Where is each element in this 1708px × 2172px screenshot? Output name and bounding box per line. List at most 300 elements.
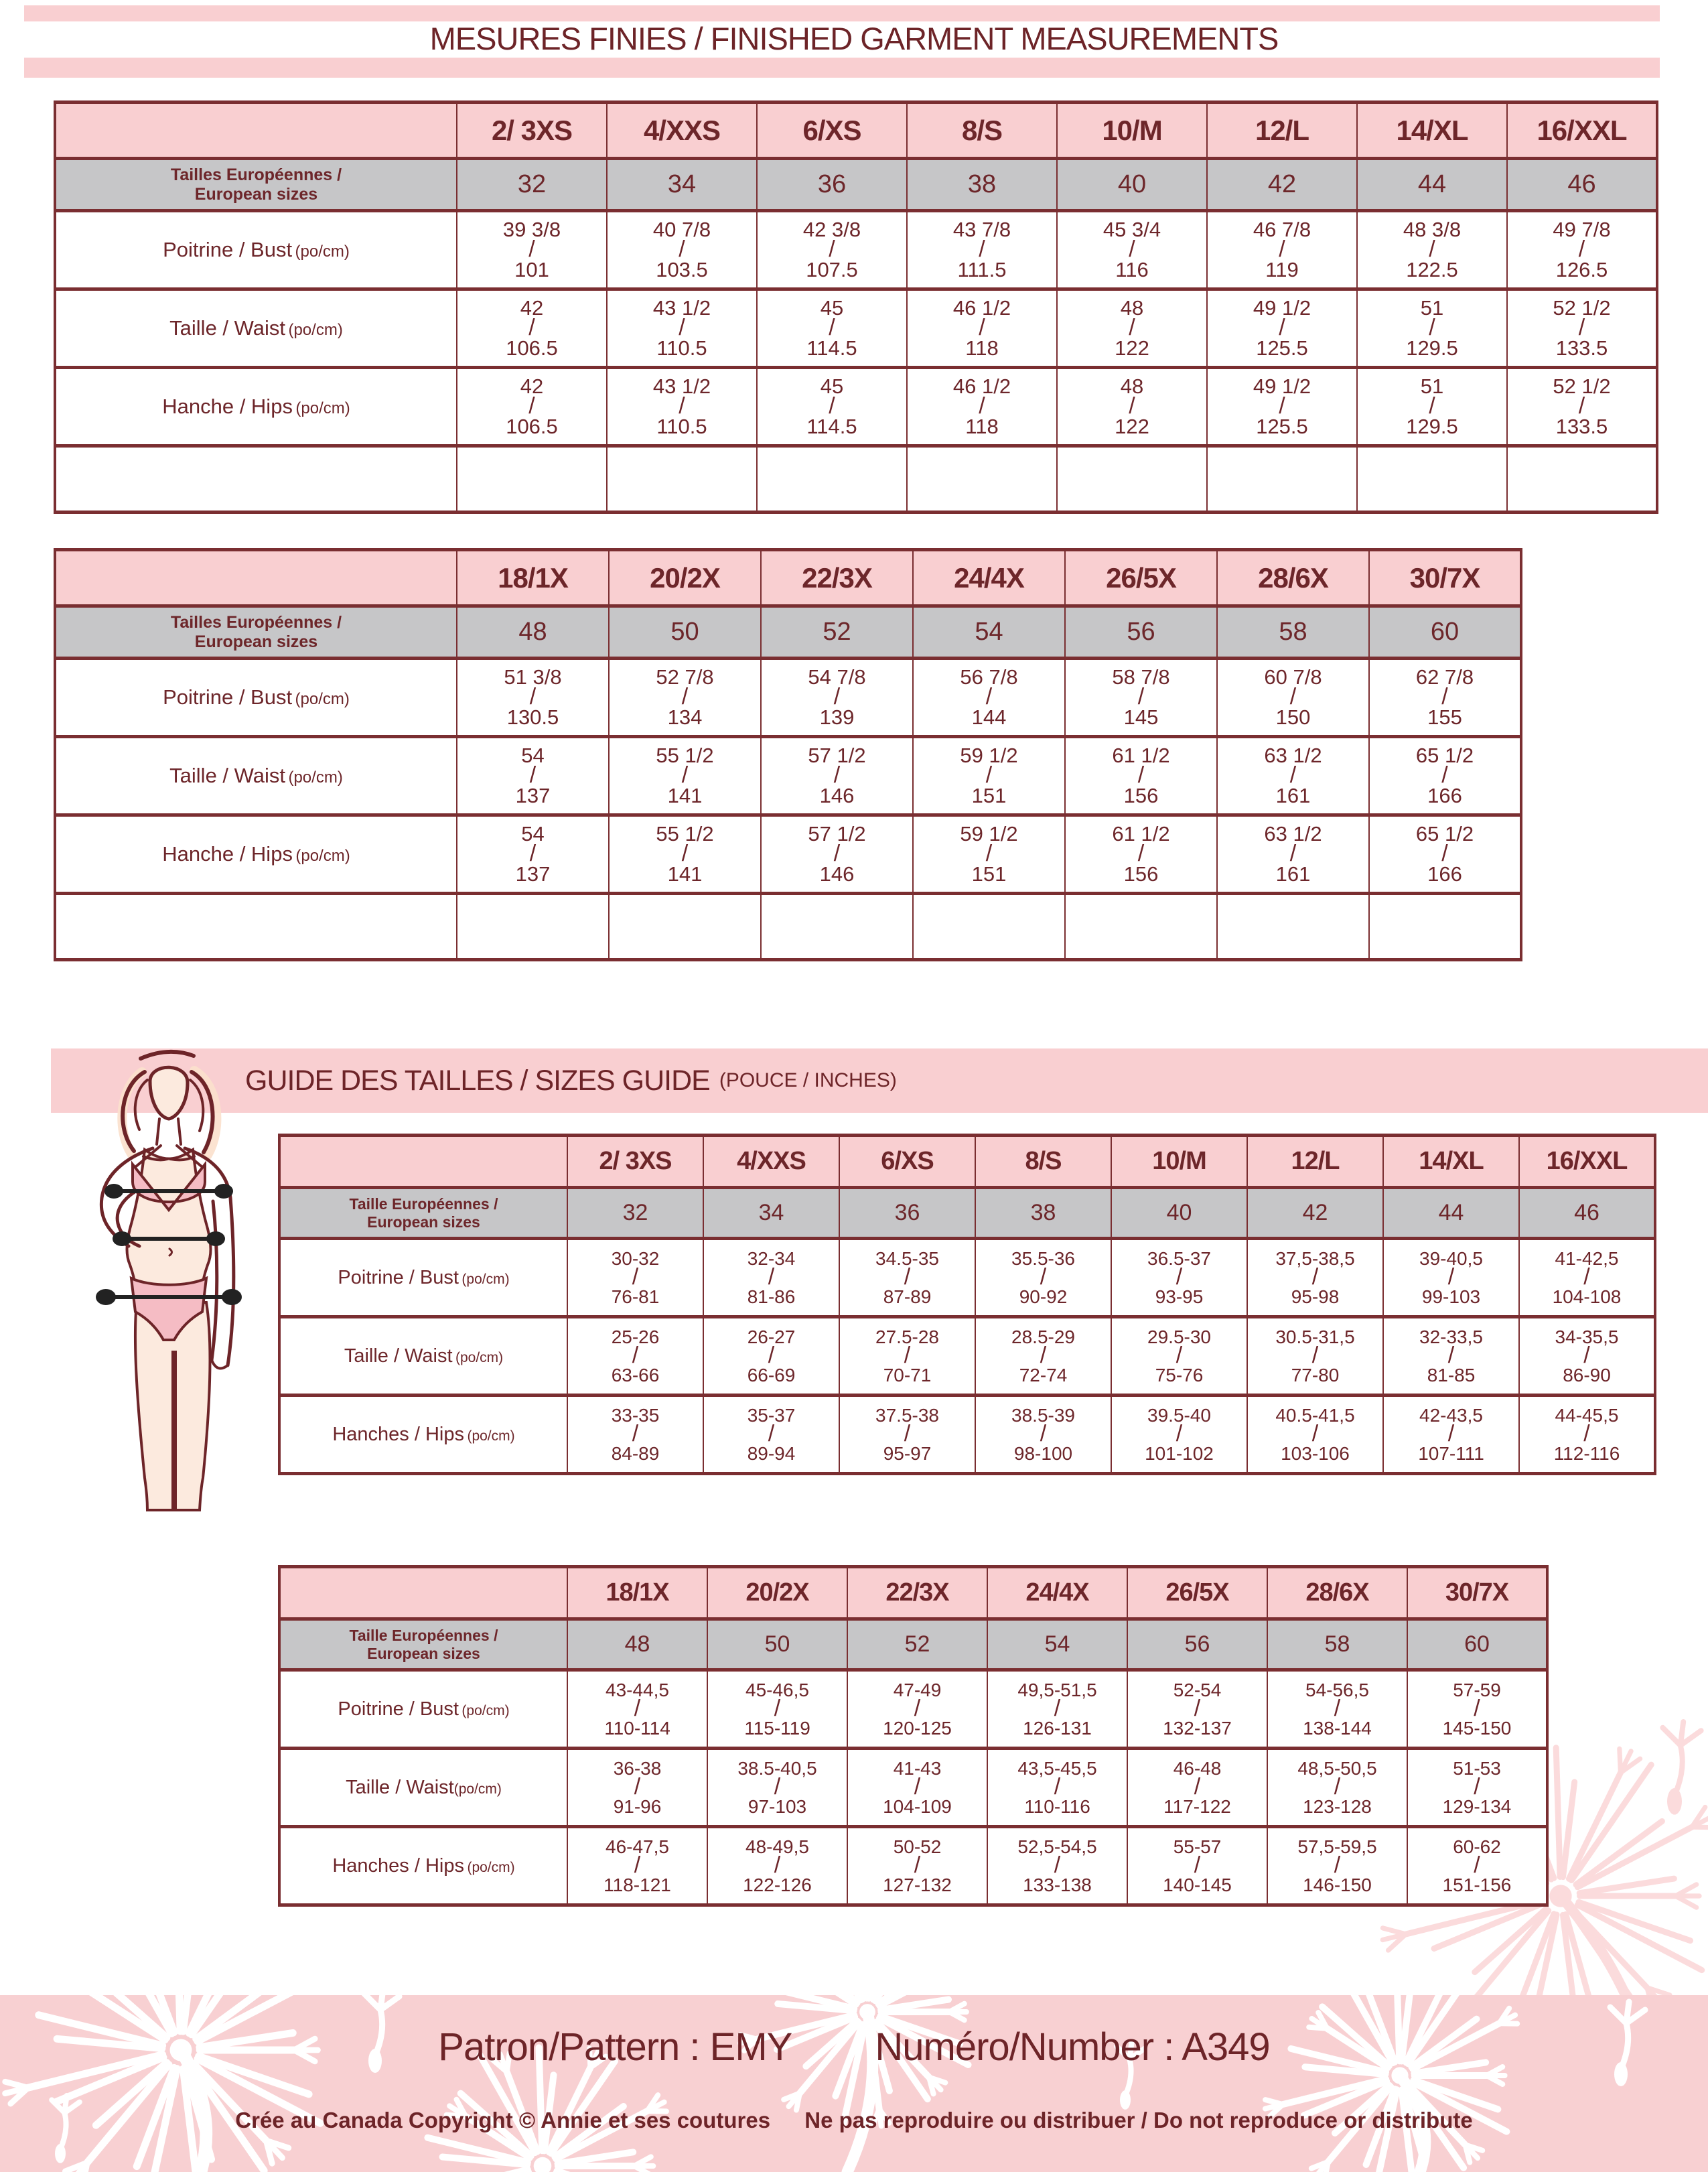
measurement-value xyxy=(457,219,606,281)
inches-value: 34-35,5 xyxy=(1555,1327,1619,1348)
size-column-header: 4/XXS xyxy=(703,1136,839,1188)
cm-value: 117-122 xyxy=(1163,1795,1231,1817)
empty-row xyxy=(55,894,1521,960)
cm-value: 141 xyxy=(667,862,703,886)
title-underline-bar xyxy=(24,58,1660,78)
cm-value: 114.5 xyxy=(806,414,857,438)
slash-divider: / xyxy=(1334,1852,1341,1879)
slash-divider: / xyxy=(634,1696,641,1722)
inches-value: 55-57 xyxy=(1173,1836,1222,1858)
measurement-value xyxy=(1218,823,1368,885)
cm-value: 123-128 xyxy=(1303,1795,1372,1817)
measurement-value xyxy=(988,1680,1127,1738)
inches-value: 46 1/2 xyxy=(952,295,1011,320)
cm-value: 103-106 xyxy=(1281,1442,1350,1464)
measurement-value xyxy=(840,1406,975,1463)
inches-value: 37.5-38 xyxy=(875,1405,939,1426)
measurement-name: Taille / Waist xyxy=(169,316,286,340)
size-column-header: 20/2X xyxy=(609,550,761,606)
measurement-value xyxy=(608,376,756,437)
cm-value: 156 xyxy=(1123,783,1159,807)
measurement-value-cell xyxy=(847,1749,987,1827)
measurement-value-cell xyxy=(907,211,1057,289)
measurement-value xyxy=(1268,1680,1407,1738)
measurement-value-cell xyxy=(567,1317,703,1396)
empty-value-cell xyxy=(761,894,913,960)
measurement-value xyxy=(568,1406,703,1463)
sizes-guide-subtitle: (POUCE / INCHES) xyxy=(719,1069,897,1091)
inches-value: 56 7/8 xyxy=(960,665,1018,689)
measurement-value-cell xyxy=(1057,289,1207,368)
size-column-header: 10/M xyxy=(1111,1136,1247,1188)
measurement-value-cell xyxy=(757,289,907,368)
inches-value: 43-44,5 xyxy=(606,1680,669,1701)
measurement-value xyxy=(457,823,608,885)
slash-divider: / xyxy=(829,393,835,419)
size-column-header: 22/3X xyxy=(847,1567,987,1619)
slash-divider: / xyxy=(833,684,841,710)
finished-small-sizes xyxy=(54,100,1658,514)
size-column-header: 30/7X xyxy=(1407,1567,1547,1619)
inches-value: 50-52 xyxy=(893,1836,942,1858)
measurement-value-cell xyxy=(975,1396,1111,1474)
slash-divider: / xyxy=(1447,1264,1455,1290)
slash-divider: / xyxy=(914,1774,921,1800)
slash-divider: / xyxy=(1429,236,1435,263)
inches-value: 52 1/2 xyxy=(1553,374,1611,398)
cm-value: 118 xyxy=(965,414,999,438)
size-column-header: 26/5X xyxy=(1065,550,1217,606)
slash-divider: / xyxy=(1429,315,1435,341)
slash-divider: / xyxy=(1176,1264,1183,1290)
inches-value: 44-45,5 xyxy=(1555,1405,1619,1426)
cm-value: 125.5 xyxy=(1256,336,1308,360)
measurement-value-cell xyxy=(1127,1827,1267,1905)
measurement-value-cell xyxy=(703,1317,839,1396)
size-column-header: 8/S xyxy=(975,1136,1111,1188)
european-size-value: 54 xyxy=(987,1619,1127,1670)
measurement-value xyxy=(1248,1327,1382,1385)
slash-divider: / xyxy=(979,315,985,341)
measurement-row xyxy=(279,1827,1547,1905)
inches-value: 49,5-51,5 xyxy=(1017,1680,1097,1701)
measurement-value xyxy=(568,1249,703,1306)
measurement-value xyxy=(1208,376,1356,437)
slash-divider: / xyxy=(528,315,535,341)
size-header-row xyxy=(279,1567,1547,1619)
guide-plus-sizes xyxy=(278,1565,1549,1907)
slash-divider: / xyxy=(1040,1421,1047,1447)
measurement-value-cell xyxy=(1207,211,1357,289)
measurement-value-cell xyxy=(707,1670,847,1749)
measurement-name: Hanche / Hips xyxy=(162,395,293,418)
inches-value: 36-38 xyxy=(613,1758,662,1779)
inches-value: 43 7/8 xyxy=(952,217,1011,241)
size-column-header: 4/XXS xyxy=(607,103,757,159)
inches-value: 38.5-40,5 xyxy=(737,1758,817,1779)
measurement-value-cell xyxy=(839,1396,975,1474)
european-sizes-label xyxy=(279,1188,567,1239)
measurement-name: Poitrine / Bust xyxy=(338,1266,459,1288)
cm-value: 63-66 xyxy=(611,1364,660,1385)
cm-value: 81-85 xyxy=(1427,1364,1476,1385)
inches-value: 60-62 xyxy=(1453,1836,1501,1858)
measurement-value xyxy=(1058,297,1206,359)
measurement-value-cell xyxy=(1111,1396,1247,1474)
slash-divider: / xyxy=(1129,393,1135,419)
slash-divider: / xyxy=(985,684,993,710)
inches-value: 26-27 xyxy=(747,1327,796,1348)
measurement-value xyxy=(976,1327,1111,1385)
empty-value-cell xyxy=(1207,446,1357,513)
inches-value: 51 3/8 xyxy=(504,665,562,689)
slash-divider: / xyxy=(1176,1343,1183,1369)
inches-value: 57,5-59,5 xyxy=(1297,1836,1377,1858)
measurement-value xyxy=(914,823,1064,885)
slash-divider: / xyxy=(1194,1774,1201,1800)
copyright-notice xyxy=(0,2108,1708,2133)
measurement-value-cell xyxy=(1519,1239,1655,1317)
slash-divider: / xyxy=(528,236,535,263)
inches-value: 61 1/2 xyxy=(1112,821,1170,845)
inches-value: 29.5-30 xyxy=(1147,1327,1211,1348)
empty-value-cell xyxy=(1357,446,1507,513)
size-column-header: 18/1X xyxy=(567,1567,707,1619)
corner-cell xyxy=(55,550,457,606)
measurement-row-label xyxy=(55,737,457,815)
dandelion-decoration xyxy=(5,1995,334,2172)
cm-value: 77-80 xyxy=(1291,1364,1340,1385)
slash-divider: / xyxy=(1578,393,1585,419)
measurement-value xyxy=(1066,667,1216,728)
measurement-value-cell xyxy=(1507,211,1657,289)
inches-value: 41-43 xyxy=(893,1758,942,1779)
slash-divider: / xyxy=(774,1774,781,1800)
inches-value: 65 1/2 xyxy=(1415,743,1474,767)
slash-divider: / xyxy=(1279,236,1285,263)
empty-label-cell xyxy=(55,446,457,513)
inches-value: 43 1/2 xyxy=(652,295,711,320)
empty-value-cell xyxy=(757,446,907,513)
measurement-value xyxy=(1208,219,1356,281)
measurement-value xyxy=(988,1759,1127,1816)
measurement-value xyxy=(762,823,912,885)
slash-divider: / xyxy=(1194,1852,1201,1879)
cm-value: 98-100 xyxy=(1013,1442,1073,1464)
pattern-number: Numéro/Number : A349 xyxy=(875,2025,1270,2069)
cm-value: 112-116 xyxy=(1553,1442,1620,1464)
slash-divider: / xyxy=(1176,1421,1183,1447)
inches-value: 30.5-31,5 xyxy=(1275,1327,1355,1348)
measurement-value-cell xyxy=(1407,1670,1547,1749)
european-size-value: 44 xyxy=(1383,1188,1519,1239)
cm-value: 89-94 xyxy=(747,1442,796,1464)
measurement-value-cell xyxy=(1369,659,1521,737)
european-sizes-label xyxy=(279,1619,567,1670)
measurement-name: Poitrine / Bust xyxy=(163,685,293,709)
cm-value: 129.5 xyxy=(1406,336,1458,360)
measurement-row xyxy=(279,1239,1655,1317)
measurement-value xyxy=(1520,1249,1654,1306)
cm-value: 90-92 xyxy=(1019,1286,1068,1307)
slash-divider: / xyxy=(1578,236,1585,263)
size-column-header: 14/XL xyxy=(1383,1136,1519,1188)
inches-value: 46-47,5 xyxy=(606,1836,669,1858)
slash-divider: / xyxy=(1334,1696,1341,1722)
european-size-value: 34 xyxy=(703,1188,839,1239)
measurement-value-cell xyxy=(1057,368,1207,446)
slash-divider: / xyxy=(1040,1343,1047,1369)
measurement-value-cell xyxy=(1111,1239,1247,1317)
european-size-value: 34 xyxy=(607,159,757,211)
measurement-name: Hanche / Hips xyxy=(162,842,293,866)
slash-divider: / xyxy=(634,1774,641,1800)
cm-value: 99-103 xyxy=(1421,1286,1481,1307)
european-size-value: 44 xyxy=(1357,159,1507,211)
inches-value: 39 3/8 xyxy=(502,217,561,241)
european-sizes-row xyxy=(279,1619,1547,1670)
cm-value: 70-71 xyxy=(883,1364,932,1385)
measurement-value-cell xyxy=(567,1749,707,1827)
inches-value: 43,5-45,5 xyxy=(1017,1758,1097,1779)
slash-divider: / xyxy=(914,1696,921,1722)
measurement-value-cell xyxy=(757,211,907,289)
cm-value: 110.5 xyxy=(656,336,707,360)
measurement-value xyxy=(1112,1327,1247,1385)
cm-value: 161 xyxy=(1275,862,1311,886)
measurement-value xyxy=(1218,667,1368,728)
dandelion-decoration xyxy=(740,1995,978,2172)
size-column-header: 30/7X xyxy=(1369,550,1521,606)
slash-divider: / xyxy=(632,1421,639,1447)
slash-divider: / xyxy=(829,315,835,341)
slash-divider: / xyxy=(1441,684,1448,710)
measurement-value xyxy=(457,297,606,359)
cm-value: 86-90 xyxy=(1563,1364,1611,1385)
measurement-name: Hanches / Hips xyxy=(332,1423,464,1445)
slash-divider: / xyxy=(1583,1343,1590,1369)
size-column-header: 2/ 3XS xyxy=(457,103,607,159)
cm-value: 127-132 xyxy=(883,1874,952,1895)
cm-value: 145-150 xyxy=(1442,1717,1512,1739)
measurement-value-cell xyxy=(1207,368,1357,446)
cm-value: 145 xyxy=(1123,705,1159,729)
slash-divider: / xyxy=(1447,1421,1455,1447)
measurement-value xyxy=(1066,823,1216,885)
measurement-value xyxy=(908,219,1056,281)
measurement-value xyxy=(1112,1249,1247,1306)
pattern-identification xyxy=(0,2025,1708,2069)
measurement-row-label xyxy=(55,659,457,737)
measurement-unit: (po/cm) xyxy=(295,243,350,261)
size-column-header: 20/2X xyxy=(707,1567,847,1619)
cm-value: 66-69 xyxy=(747,1364,796,1385)
sizes-guide-table-standard xyxy=(278,1134,1656,1475)
inches-value: 65 1/2 xyxy=(1415,821,1474,845)
measurement-value-cell xyxy=(975,1317,1111,1396)
cm-value: 146 xyxy=(819,862,855,886)
measurement-value xyxy=(1268,1837,1407,1895)
cm-value: 126-131 xyxy=(1023,1717,1092,1739)
slash-divider: / xyxy=(1137,762,1145,789)
empty-value-cell xyxy=(607,446,757,513)
measurement-value xyxy=(1370,745,1520,807)
measurement-value xyxy=(914,745,1064,807)
cm-value: 104-108 xyxy=(1552,1286,1622,1307)
size-guide-figure xyxy=(75,1049,263,1514)
slash-divider: / xyxy=(1289,762,1297,789)
european-size-value: 46 xyxy=(1519,1188,1655,1239)
inches-value: 54-56,5 xyxy=(1305,1680,1369,1701)
european-sizes-row xyxy=(279,1188,1655,1239)
european-size-value: 32 xyxy=(567,1188,703,1239)
slash-divider: / xyxy=(1054,1774,1061,1800)
measurement-name: Taille / Waist xyxy=(346,1776,454,1798)
slash-divider: / xyxy=(774,1852,781,1879)
slash-divider: / xyxy=(904,1421,911,1447)
measurement-value-cell xyxy=(1247,1396,1383,1474)
inches-value: 33-35 xyxy=(611,1405,660,1426)
cm-value: 137 xyxy=(515,783,551,807)
inches-value: 35.5-36 xyxy=(1011,1248,1075,1270)
measurement-value xyxy=(1358,376,1506,437)
cm-value: 115-119 xyxy=(744,1717,810,1739)
european-size-value: 50 xyxy=(707,1619,847,1670)
european-sizes-row xyxy=(55,159,1657,211)
size-column-header: 28/6X xyxy=(1217,550,1369,606)
corner-cell xyxy=(279,1567,567,1619)
european-sizes-label-line: Tailles Européennes / xyxy=(170,165,342,184)
empty-row xyxy=(55,446,1657,513)
measurement-row-label xyxy=(279,1317,567,1396)
measurement-value xyxy=(848,1759,987,1816)
measurement-value xyxy=(1508,219,1656,281)
measurement-value xyxy=(1384,1327,1518,1385)
measurement-value xyxy=(1208,297,1356,359)
slash-divider: / xyxy=(634,1852,641,1879)
inches-value: 54 xyxy=(521,821,545,845)
european-size-value: 40 xyxy=(1057,159,1207,211)
inches-value: 46 1/2 xyxy=(952,374,1011,398)
cm-value: 106.5 xyxy=(506,414,558,438)
measurement-row xyxy=(55,368,1657,446)
cm-value: 107.5 xyxy=(806,257,858,281)
measurement-value xyxy=(988,1837,1127,1895)
slash-divider: / xyxy=(768,1264,775,1290)
guide-small-sizes xyxy=(278,1134,1656,1475)
slash-divider: / xyxy=(681,684,689,710)
empty-value-cell xyxy=(1369,894,1521,960)
slash-divider: / xyxy=(679,315,685,341)
cm-value: 161 xyxy=(1275,783,1311,807)
measurement-name: Poitrine / Bust xyxy=(338,1698,459,1720)
measurement-value xyxy=(1128,1837,1267,1895)
inches-value: 30-32 xyxy=(611,1248,660,1270)
inches-value: 51 xyxy=(1420,295,1444,320)
european-size-value: 42 xyxy=(1207,159,1357,211)
measurement-value-cell xyxy=(761,659,913,737)
european-size-value: 58 xyxy=(1267,1619,1407,1670)
measurement-unit: (po/cm) xyxy=(467,1859,515,1875)
measurement-value-cell xyxy=(1267,1749,1407,1827)
inches-value: 49 7/8 xyxy=(1553,217,1611,241)
cm-value: 146-150 xyxy=(1303,1874,1372,1895)
inches-value: 32-33,5 xyxy=(1419,1327,1483,1348)
slash-divider: / xyxy=(979,393,985,419)
slash-divider: / xyxy=(528,393,535,419)
measurement-unit: (po/cm) xyxy=(288,321,343,339)
cm-value: 84-89 xyxy=(611,1442,660,1464)
measurement-value xyxy=(1058,376,1206,437)
cm-value: 118-121 xyxy=(603,1874,671,1895)
cm-value: 150 xyxy=(1275,705,1311,729)
measurement-value-cell xyxy=(987,1749,1127,1827)
slash-divider: / xyxy=(679,393,685,419)
inches-value: 52,5-54,5 xyxy=(1017,1836,1097,1858)
slash-divider: / xyxy=(829,236,835,263)
size-column-header: 18/1X xyxy=(457,550,609,606)
measurement-value-cell xyxy=(703,1239,839,1317)
cm-value: 122 xyxy=(1115,414,1149,438)
measurement-row xyxy=(55,815,1521,894)
slash-divider: / xyxy=(904,1343,911,1369)
inches-value: 46 7/8 xyxy=(1253,217,1311,241)
measurement-row-label xyxy=(279,1749,567,1827)
finished-measurements-table-plus xyxy=(54,548,1522,961)
measurement-row xyxy=(55,659,1521,737)
measurement-value-cell xyxy=(1217,737,1369,815)
cm-value: 151 xyxy=(971,783,1007,807)
size-column-header: 14/XL xyxy=(1357,103,1507,159)
size-column-header: 26/5X xyxy=(1127,1567,1267,1619)
measurement-unit: (po/cm) xyxy=(461,1702,510,1718)
cm-value: 125.5 xyxy=(1256,414,1308,438)
measurement-value xyxy=(610,823,760,885)
measurement-value-cell xyxy=(457,659,609,737)
inches-value: 62 7/8 xyxy=(1415,665,1474,689)
measurement-value-cell xyxy=(609,659,761,737)
inches-value: 58 7/8 xyxy=(1112,665,1170,689)
slash-divider: / xyxy=(529,762,537,789)
empty-label-cell xyxy=(55,894,457,960)
size-header-row xyxy=(55,550,1521,606)
measurement-value-cell xyxy=(1357,368,1507,446)
measurement-value-cell xyxy=(975,1239,1111,1317)
measurement-name: Poitrine / Bust xyxy=(163,238,293,261)
cm-value: 91-96 xyxy=(613,1795,662,1817)
measurement-value xyxy=(848,1837,987,1895)
european-size-value: 48 xyxy=(457,606,609,659)
measurement-value-cell xyxy=(761,815,913,894)
cm-value: 133.5 xyxy=(1555,336,1608,360)
measurement-row-label xyxy=(279,1396,567,1474)
slash-divider: / xyxy=(632,1264,639,1290)
sizes-guide-table-plus xyxy=(278,1565,1549,1907)
european-sizes-label xyxy=(55,159,457,211)
european-size-value: 50 xyxy=(609,606,761,659)
measurement-value xyxy=(762,745,912,807)
measurement-value xyxy=(1408,1759,1546,1816)
cm-value: 141 xyxy=(667,783,703,807)
inches-value: 48-49,5 xyxy=(745,1836,809,1858)
slash-divider: / xyxy=(1474,1774,1480,1800)
measurement-row xyxy=(55,737,1521,815)
slash-divider: / xyxy=(1054,1852,1061,1879)
inches-value: 40 7/8 xyxy=(652,217,711,241)
measurement-value xyxy=(1112,1406,1247,1463)
measurement-value-cell xyxy=(609,737,761,815)
european-size-value: 32 xyxy=(457,159,607,211)
